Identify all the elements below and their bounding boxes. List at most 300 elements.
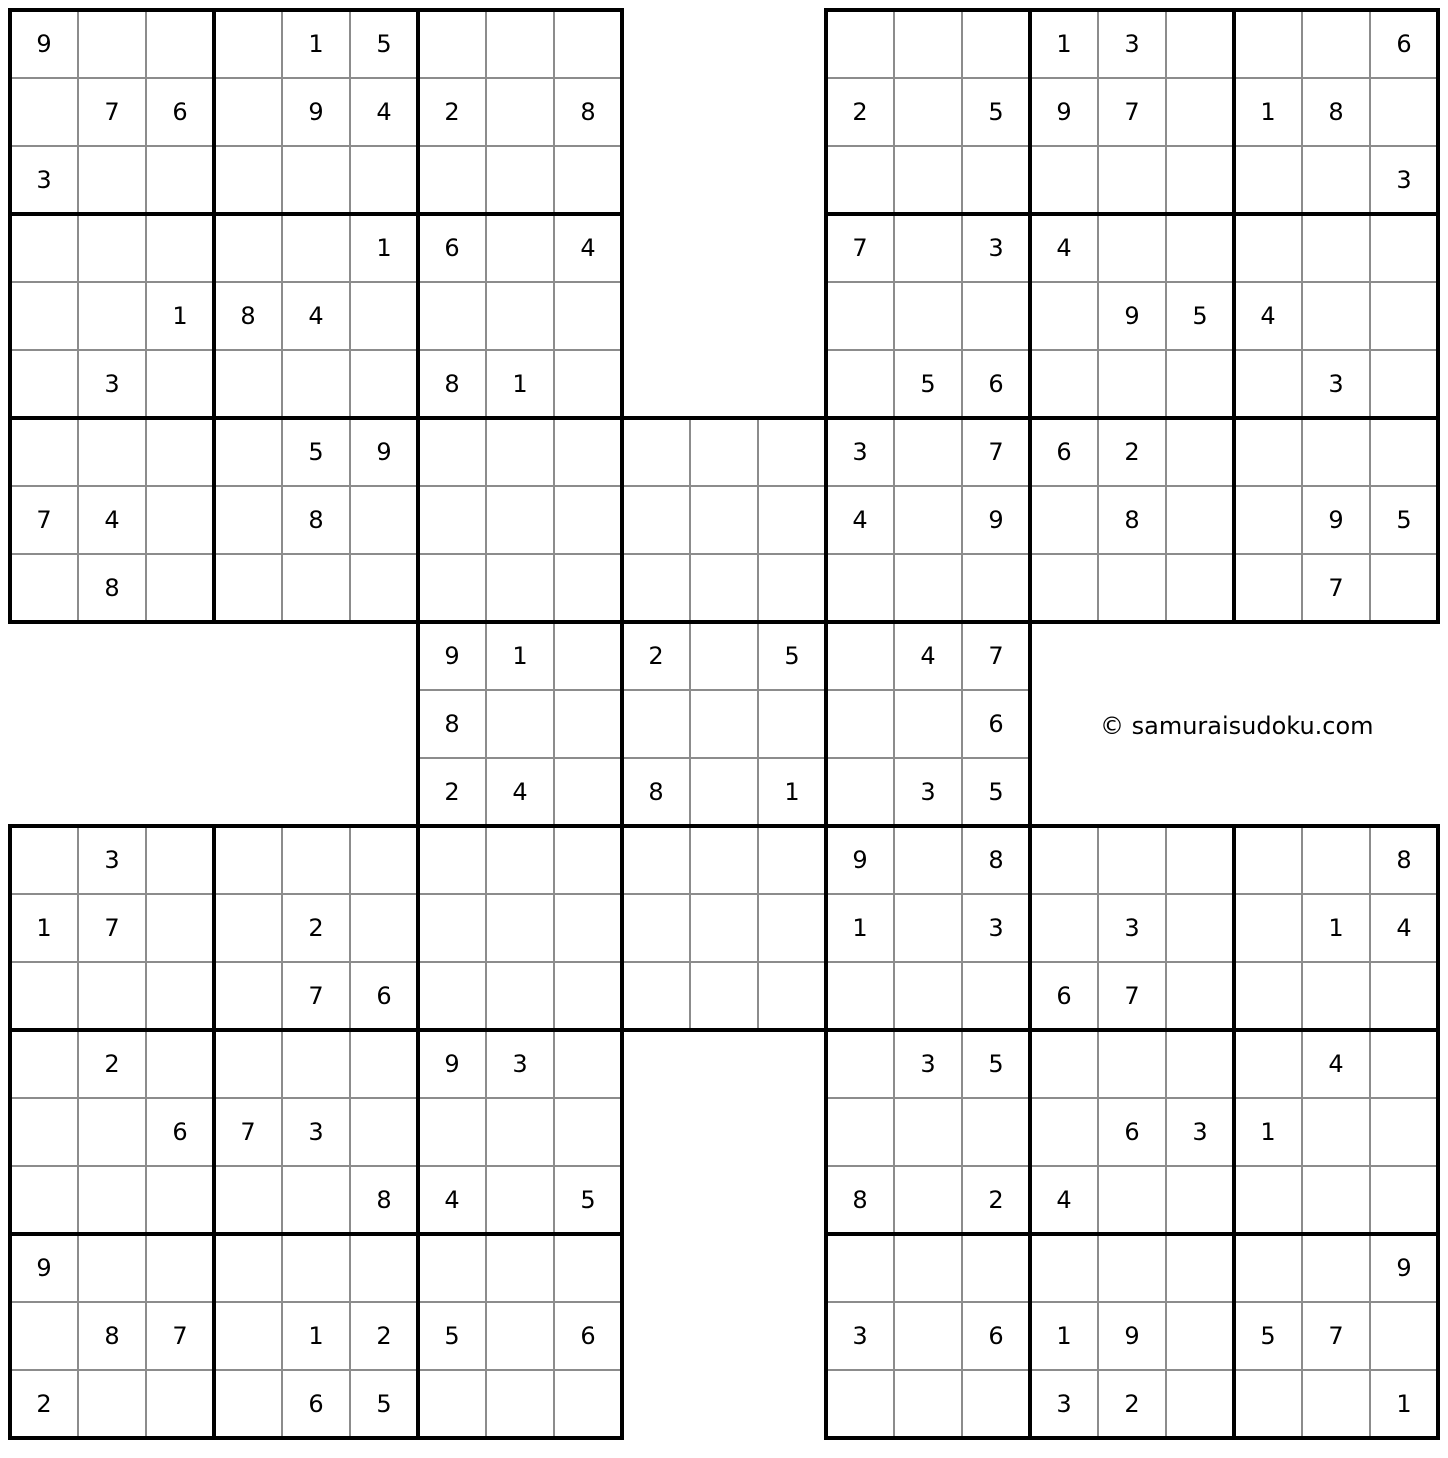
sudoku-cell[interactable] [690,826,758,894]
sudoku-cell[interactable] [1166,1302,1234,1370]
sudoku-cell[interactable]: 1 [1056,30,1072,58]
sudoku-cell[interactable] [1302,1098,1370,1166]
sudoku-cell[interactable] [350,1030,418,1098]
sudoku-cell[interactable]: 4 [580,234,596,262]
sudoku-cell[interactable] [554,826,622,894]
sudoku-cell[interactable] [1166,554,1234,622]
sudoku-cell[interactable]: 7 [36,506,52,534]
sudoku-cell[interactable] [826,282,894,350]
sudoku-cell[interactable]: 8 [1124,506,1140,534]
sudoku-cell[interactable] [894,214,962,282]
sudoku-cell[interactable] [214,1302,282,1370]
sudoku-cell[interactable] [554,282,622,350]
sudoku-cell[interactable] [1098,554,1166,622]
sudoku-cell[interactable] [1302,1234,1370,1302]
sudoku-cell[interactable] [826,1030,894,1098]
sudoku-cell[interactable] [1302,282,1370,350]
sudoku-cell[interactable] [690,690,758,758]
sudoku-cell[interactable]: 3 [104,370,120,398]
sudoku-cell[interactable] [214,214,282,282]
sudoku-cell[interactable] [894,554,962,622]
sudoku-cell[interactable]: 8 [648,778,664,806]
sudoku-cell[interactable]: 5 [784,642,800,670]
sudoku-cell[interactable] [1098,1166,1166,1234]
sudoku-cell[interactable] [1370,1166,1438,1234]
sudoku-cell[interactable]: 1 [172,302,188,330]
sudoku-cell[interactable] [282,1166,350,1234]
sudoku-cell[interactable] [146,894,214,962]
sudoku-cell[interactable]: 7 [240,1118,256,1146]
sudoku-cell[interactable] [486,214,554,282]
sudoku-cell[interactable] [78,214,146,282]
sudoku-cell[interactable] [894,418,962,486]
sudoku-cell[interactable]: 8 [580,98,596,126]
sudoku-cell[interactable] [78,146,146,214]
sudoku-cell[interactable]: 2 [648,642,664,670]
sudoku-cell[interactable]: 5 [1260,1322,1276,1350]
sudoku-cell[interactable] [1370,214,1438,282]
sudoku-cell[interactable] [10,78,78,146]
sudoku-cell[interactable] [690,486,758,554]
sudoku-cell[interactable]: 1 [784,778,800,806]
sudoku-cell[interactable]: 1 [308,30,324,58]
sudoku-cell[interactable] [1030,554,1098,622]
sudoku-cell[interactable] [418,418,486,486]
sudoku-cell[interactable] [486,554,554,622]
sudoku-cell[interactable]: 2 [1124,438,1140,466]
sudoku-cell[interactable] [350,282,418,350]
sudoku-cell[interactable] [826,554,894,622]
sudoku-cell[interactable]: 4 [1056,234,1072,262]
sudoku-cell[interactable]: 1 [1396,1390,1412,1418]
sudoku-cell[interactable]: 9 [1124,1322,1140,1350]
sudoku-cell[interactable] [554,10,622,78]
sudoku-cell[interactable]: 3 [104,846,120,874]
sudoku-cell[interactable]: 1 [308,1322,324,1350]
sudoku-cell[interactable] [1302,1370,1370,1438]
sudoku-cell[interactable] [146,10,214,78]
sudoku-cell[interactable]: 2 [444,98,460,126]
sudoku-cell[interactable] [418,554,486,622]
sudoku-cell[interactable]: 4 [1396,914,1412,942]
sudoku-cell[interactable]: 8 [852,1186,868,1214]
sudoku-cell[interactable] [622,826,690,894]
sudoku-cell[interactable] [78,10,146,78]
sudoku-cell[interactable] [146,418,214,486]
sudoku-cell[interactable] [826,758,894,826]
sudoku-cell[interactable] [1166,214,1234,282]
sudoku-cell[interactable]: 2 [36,1390,52,1418]
sudoku-cell[interactable] [1030,894,1098,962]
sudoku-cell[interactable] [350,826,418,894]
sudoku-cell[interactable] [282,554,350,622]
sudoku-cell[interactable] [10,962,78,1030]
sudoku-cell[interactable] [1234,350,1302,418]
sudoku-cell[interactable] [1302,146,1370,214]
sudoku-cell[interactable] [486,962,554,1030]
sudoku-cell[interactable] [486,894,554,962]
sudoku-cell[interactable]: 5 [376,30,392,58]
sudoku-cell[interactable] [486,78,554,146]
sudoku-cell[interactable] [1302,962,1370,1030]
sudoku-cell[interactable] [418,486,486,554]
sudoku-cell[interactable] [486,690,554,758]
sudoku-cell[interactable] [1166,486,1234,554]
sudoku-cell[interactable] [486,486,554,554]
sudoku-cell[interactable] [962,1234,1030,1302]
sudoku-cell[interactable] [962,962,1030,1030]
sudoku-cell[interactable] [826,1234,894,1302]
sudoku-cell[interactable] [758,418,826,486]
sudoku-cell[interactable]: 9 [988,506,1004,534]
sudoku-cell[interactable] [78,1234,146,1302]
sudoku-cell[interactable] [486,1370,554,1438]
sudoku-cell[interactable] [1234,826,1302,894]
sudoku-cell[interactable] [214,78,282,146]
sudoku-cell[interactable]: 5 [988,98,1004,126]
sudoku-cell[interactable]: 4 [1056,1186,1072,1214]
sudoku-cell[interactable]: 8 [376,1186,392,1214]
sudoku-cell[interactable] [894,1098,962,1166]
sudoku-cell[interactable] [282,1234,350,1302]
sudoku-cell[interactable] [486,282,554,350]
sudoku-cell[interactable]: 2 [1124,1390,1140,1418]
sudoku-cell[interactable]: 5 [444,1322,460,1350]
sudoku-cell[interactable] [1370,962,1438,1030]
sudoku-cell[interactable] [1234,418,1302,486]
sudoku-cell[interactable]: 3 [1396,166,1412,194]
sudoku-cell[interactable] [214,350,282,418]
sudoku-cell[interactable]: 9 [36,30,52,58]
sudoku-cell[interactable] [214,826,282,894]
sudoku-cell[interactable] [1234,554,1302,622]
sudoku-cell[interactable]: 4 [308,302,324,330]
sudoku-cell[interactable]: 3 [1124,914,1140,942]
sudoku-cell[interactable] [486,1166,554,1234]
sudoku-cell[interactable] [78,282,146,350]
sudoku-cell[interactable]: 6 [172,1118,188,1146]
sudoku-cell[interactable]: 7 [852,234,868,262]
sudoku-cell[interactable] [1166,418,1234,486]
sudoku-cell[interactable] [894,690,962,758]
sudoku-cell[interactable]: 9 [1056,98,1072,126]
sudoku-cell[interactable] [962,1370,1030,1438]
sudoku-cell[interactable]: 6 [444,234,460,262]
sudoku-cell[interactable] [554,146,622,214]
sudoku-cell[interactable] [894,1302,962,1370]
sudoku-cell[interactable]: 4 [852,506,868,534]
sudoku-cell[interactable]: 8 [104,1322,120,1350]
sudoku-cell[interactable] [1234,1370,1302,1438]
sudoku-cell[interactable] [1302,418,1370,486]
sudoku-cell[interactable]: 5 [920,370,936,398]
sudoku-cell[interactable] [10,1030,78,1098]
sudoku-cell[interactable]: 7 [1124,98,1140,126]
sudoku-cell[interactable]: 1 [1260,1118,1276,1146]
sudoku-cell[interactable] [146,1234,214,1302]
sudoku-cell[interactable]: 5 [1396,506,1412,534]
sudoku-cell[interactable]: 9 [852,846,868,874]
sudoku-cell[interactable]: 5 [376,1390,392,1418]
sudoku-cell[interactable] [690,962,758,1030]
sudoku-cell[interactable] [554,350,622,418]
sudoku-cell[interactable]: 5 [308,438,324,466]
sudoku-cell[interactable]: 2 [104,1050,120,1078]
sudoku-cell[interactable] [826,1098,894,1166]
sudoku-cell[interactable]: 9 [308,98,324,126]
sudoku-cell[interactable] [1370,1098,1438,1166]
sudoku-cell[interactable] [1302,214,1370,282]
sudoku-cell[interactable] [1166,1166,1234,1234]
sudoku-cell[interactable] [1234,214,1302,282]
sudoku-cell[interactable] [486,1234,554,1302]
sudoku-cell[interactable] [1166,1030,1234,1098]
sudoku-cell[interactable] [1166,962,1234,1030]
sudoku-cell[interactable] [1370,282,1438,350]
sudoku-cell[interactable] [10,418,78,486]
sudoku-cell[interactable]: 6 [376,982,392,1010]
sudoku-cell[interactable]: 3 [1328,370,1344,398]
sudoku-cell[interactable]: 6 [172,98,188,126]
sudoku-cell[interactable] [554,1370,622,1438]
sudoku-cell[interactable] [758,826,826,894]
sudoku-cell[interactable]: 1 [852,914,868,942]
sudoku-cell[interactable] [962,10,1030,78]
sudoku-cell[interactable] [894,1370,962,1438]
sudoku-cell[interactable] [1030,1030,1098,1098]
sudoku-cell[interactable] [554,554,622,622]
sudoku-cell[interactable] [146,826,214,894]
sudoku-cell[interactable] [1030,146,1098,214]
sudoku-cell[interactable] [1234,146,1302,214]
sudoku-cell[interactable]: 7 [104,98,120,126]
sudoku-cell[interactable]: 1 [1328,914,1344,942]
sudoku-cell[interactable] [1234,1234,1302,1302]
sudoku-cell[interactable]: 1 [512,642,528,670]
sudoku-cell[interactable]: 4 [512,778,528,806]
sudoku-cell[interactable]: 1 [1056,1322,1072,1350]
sudoku-cell[interactable] [894,146,962,214]
sudoku-cell[interactable] [758,962,826,1030]
sudoku-cell[interactable] [554,1098,622,1166]
sudoku-cell[interactable]: 3 [1124,30,1140,58]
sudoku-cell[interactable]: 3 [852,438,868,466]
sudoku-cell[interactable] [214,554,282,622]
sudoku-cell[interactable]: 2 [988,1186,1004,1214]
sudoku-cell[interactable]: 2 [852,98,868,126]
sudoku-cell[interactable]: 7 [104,914,120,942]
sudoku-cell[interactable] [1302,10,1370,78]
sudoku-cell[interactable] [214,10,282,78]
sudoku-cell[interactable] [214,894,282,962]
sudoku-cell[interactable] [554,962,622,1030]
sudoku-cell[interactable]: 9 [1124,302,1140,330]
sudoku-cell[interactable] [1098,350,1166,418]
sudoku-cell[interactable] [1234,1030,1302,1098]
sudoku-cell[interactable] [554,622,622,690]
sudoku-cell[interactable] [1370,418,1438,486]
sudoku-cell[interactable] [282,1030,350,1098]
sudoku-cell[interactable] [1166,78,1234,146]
sudoku-cell[interactable]: 3 [920,1050,936,1078]
sudoku-cell[interactable] [282,826,350,894]
sudoku-cell[interactable] [78,418,146,486]
sudoku-cell[interactable] [622,894,690,962]
sudoku-cell[interactable] [894,1166,962,1234]
sudoku-cell[interactable] [758,894,826,962]
sudoku-cell[interactable]: 8 [444,710,460,738]
sudoku-cell[interactable] [146,146,214,214]
sudoku-cell[interactable] [554,894,622,962]
sudoku-cell[interactable] [1030,826,1098,894]
sudoku-cell[interactable] [146,1370,214,1438]
sudoku-cell[interactable] [78,962,146,1030]
sudoku-cell[interactable] [1302,826,1370,894]
sudoku-cell[interactable]: 6 [1056,438,1072,466]
sudoku-cell[interactable] [1234,1166,1302,1234]
sudoku-cell[interactable]: 3 [1192,1118,1208,1146]
sudoku-cell[interactable]: 6 [580,1322,596,1350]
sudoku-cell[interactable] [1030,282,1098,350]
sudoku-cell[interactable] [894,1234,962,1302]
sudoku-cell[interactable]: 1 [1260,98,1276,126]
sudoku-cell[interactable]: 9 [444,642,460,670]
sudoku-cell[interactable] [1370,554,1438,622]
sudoku-cell[interactable]: 9 [36,1254,52,1282]
sudoku-cell[interactable] [894,78,962,146]
sudoku-cell[interactable] [826,622,894,690]
sudoku-cell[interactable]: 2 [308,914,324,942]
sudoku-cell[interactable] [1098,826,1166,894]
sudoku-cell[interactable] [10,1098,78,1166]
sudoku-cell[interactable]: 7 [308,982,324,1010]
sudoku-cell[interactable] [1030,1098,1098,1166]
sudoku-cell[interactable] [418,10,486,78]
sudoku-cell[interactable] [350,1234,418,1302]
sudoku-cell[interactable] [962,554,1030,622]
sudoku-cell[interactable]: 3 [1056,1390,1072,1418]
sudoku-cell[interactable] [282,214,350,282]
sudoku-cell[interactable]: 6 [988,710,1004,738]
sudoku-cell[interactable] [1234,10,1302,78]
sudoku-cell[interactable] [78,1370,146,1438]
sudoku-cell[interactable]: 6 [1396,30,1412,58]
sudoku-cell[interactable] [146,554,214,622]
sudoku-cell[interactable] [214,962,282,1030]
sudoku-cell[interactable] [10,554,78,622]
sudoku-cell[interactable] [826,690,894,758]
sudoku-cell[interactable] [894,10,962,78]
sudoku-cell[interactable]: 8 [308,506,324,534]
sudoku-cell[interactable]: 3 [36,166,52,194]
sudoku-cell[interactable]: 4 [376,98,392,126]
sudoku-cell[interactable]: 7 [1328,574,1344,602]
sudoku-cell[interactable] [1370,1302,1438,1370]
sudoku-cell[interactable] [690,894,758,962]
sudoku-cell[interactable]: 5 [1192,302,1208,330]
sudoku-cell[interactable]: 2 [376,1322,392,1350]
sudoku-cell[interactable] [350,894,418,962]
sudoku-cell[interactable] [622,418,690,486]
sudoku-cell[interactable]: 1 [512,370,528,398]
sudoku-cell[interactable] [690,622,758,690]
sudoku-cell[interactable]: 4 [444,1186,460,1214]
sudoku-cell[interactable] [826,1370,894,1438]
sudoku-cell[interactable] [554,1234,622,1302]
sudoku-cell[interactable]: 3 [988,234,1004,262]
sudoku-cell[interactable]: 6 [988,1322,1004,1350]
sudoku-cell[interactable] [1030,486,1098,554]
sudoku-cell[interactable] [1098,146,1166,214]
sudoku-cell[interactable]: 1 [376,234,392,262]
sudoku-cell[interactable] [1234,962,1302,1030]
sudoku-cell[interactable] [826,146,894,214]
sudoku-cell[interactable] [690,418,758,486]
sudoku-cell[interactable]: 5 [988,1050,1004,1078]
sudoku-cell[interactable] [418,146,486,214]
sudoku-cell[interactable] [214,1234,282,1302]
sudoku-cell[interactable] [1166,146,1234,214]
sudoku-cell[interactable] [1098,1234,1166,1302]
sudoku-cell[interactable] [214,1030,282,1098]
sudoku-cell[interactable] [146,486,214,554]
sudoku-cell[interactable] [554,690,622,758]
sudoku-cell[interactable] [214,418,282,486]
sudoku-cell[interactable]: 6 [1056,982,1072,1010]
sudoku-cell[interactable] [418,962,486,1030]
sudoku-cell[interactable]: 9 [1396,1254,1412,1282]
sudoku-cell[interactable]: 9 [376,438,392,466]
sudoku-cell[interactable] [418,1234,486,1302]
sudoku-cell[interactable] [758,690,826,758]
sudoku-cell[interactable] [1302,1166,1370,1234]
sudoku-cell[interactable] [282,146,350,214]
sudoku-cell[interactable] [1370,78,1438,146]
sudoku-cell[interactable]: 5 [580,1186,596,1214]
sudoku-cell[interactable] [214,146,282,214]
sudoku-cell[interactable] [214,1370,282,1438]
sudoku-cell[interactable] [894,962,962,1030]
sudoku-cell[interactable]: 3 [308,1118,324,1146]
sudoku-cell[interactable] [1166,894,1234,962]
sudoku-cell[interactable] [486,146,554,214]
sudoku-cell[interactable] [418,1370,486,1438]
sudoku-cell[interactable] [622,690,690,758]
sudoku-cell[interactable]: 1 [36,914,52,942]
sudoku-cell[interactable] [418,894,486,962]
sudoku-cell[interactable] [10,214,78,282]
sudoku-cell[interactable]: 4 [104,506,120,534]
sudoku-cell[interactable] [1234,894,1302,962]
sudoku-cell[interactable]: 5 [988,778,1004,806]
sudoku-cell[interactable]: 3 [512,1050,528,1078]
sudoku-cell[interactable] [214,486,282,554]
sudoku-cell[interactable]: 8 [240,302,256,330]
sudoku-cell[interactable] [418,1098,486,1166]
sudoku-cell[interactable] [486,1302,554,1370]
sudoku-cell[interactable] [486,1098,554,1166]
sudoku-cell[interactable] [146,962,214,1030]
sudoku-cell[interactable] [690,758,758,826]
sudoku-cell[interactable] [622,486,690,554]
sudoku-cell[interactable] [758,554,826,622]
sudoku-cell[interactable]: 4 [1260,302,1276,330]
sudoku-cell[interactable] [146,1030,214,1098]
sudoku-cell[interactable] [350,486,418,554]
sudoku-cell[interactable] [282,350,350,418]
sudoku-cell[interactable]: 7 [1124,982,1140,1010]
sudoku-cell[interactable]: 6 [1124,1118,1140,1146]
